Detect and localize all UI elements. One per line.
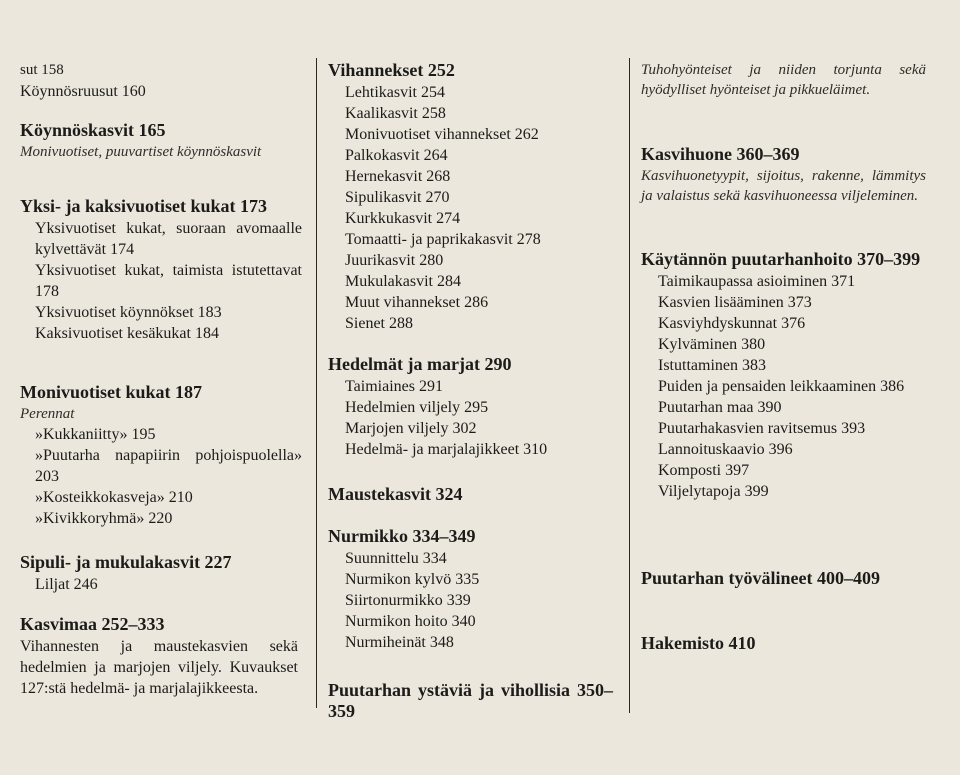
section-hedelmat-ja-marjat bbox=[328, 354, 620, 460]
column-divider bbox=[629, 58, 630, 713]
toc-item: Tomaatti- ja paprikakasvit 278 bbox=[345, 231, 541, 248]
section-kasvimaa bbox=[20, 614, 302, 699]
toc-item: Sienet 288 bbox=[345, 315, 413, 332]
section-heading: Kasvihuone 360–369 bbox=[641, 144, 800, 164]
section-nurmikko bbox=[328, 526, 620, 653]
continued-description bbox=[641, 60, 926, 100]
toc-item: Komposti 397 bbox=[658, 462, 750, 479]
toc-item: Köynnösruusut 160 bbox=[20, 83, 146, 100]
toc-item: Yksivuotiset kukat, taimista istutettavat 178 bbox=[35, 262, 302, 300]
section-description: Perennat bbox=[20, 406, 75, 422]
toc-item: Puutarhakasvien ravitsemus 393 bbox=[658, 420, 866, 437]
section-monivuotiset-kukat bbox=[20, 382, 302, 529]
section-description: Tuhohyönteiset ja niiden torjunta sekä hyödylliset hyönteiset ja pikkueläimet. bbox=[641, 62, 926, 98]
section-kaytannon-puutarhanhoito bbox=[641, 249, 926, 502]
toc-item: Istuttaminen 383 bbox=[658, 357, 766, 374]
section-heading: Puutarhan ystäviä ja vihollisia 350–359 bbox=[328, 680, 613, 721]
continued-entries bbox=[20, 60, 302, 102]
toc-item: Liljat 246 bbox=[35, 576, 98, 593]
toc-item: Kaksivuotiset kesäkukat 184 bbox=[35, 325, 219, 342]
section-vihannekset bbox=[328, 60, 620, 334]
toc-item: Nurmiheinät 348 bbox=[345, 634, 454, 651]
toc-item: Hernekasvit 268 bbox=[345, 168, 451, 185]
toc-item: Kasvien lisääminen 373 bbox=[658, 294, 812, 311]
toc-item: Puutarhan maa 390 bbox=[658, 399, 782, 416]
toc-item: Viljelytapoja 399 bbox=[658, 483, 769, 500]
toc-item: Kaalikasvit 258 bbox=[345, 105, 446, 122]
column-divider bbox=[316, 58, 317, 708]
section-hakemisto bbox=[641, 633, 926, 655]
section-heading: Nurmikko 334–349 bbox=[328, 526, 476, 546]
section-heading: Kasvimaa 252–333 bbox=[20, 614, 165, 634]
toc-item: Kurkkukasvit 274 bbox=[345, 210, 461, 227]
section-sipuli-ja-mukulakasvit bbox=[20, 552, 302, 595]
toc-item: »Kivikkoryhmä» 220 bbox=[35, 510, 173, 527]
section-kasvihuone bbox=[641, 144, 926, 206]
section-heading: Köynnöskasvit 165 bbox=[20, 120, 166, 140]
section-yksi-ja-kaksivuotiset bbox=[20, 196, 302, 344]
toc-item: Taimikaupassa asioiminen 371 bbox=[658, 273, 856, 290]
section-heading: Sipuli- ja mukulakasvit 227 bbox=[20, 552, 232, 572]
section-heading: Puutarhan työvälineet 400–409 bbox=[641, 568, 881, 588]
toc-item: Hedelmä- ja marjalajikkeet 310 bbox=[345, 441, 548, 458]
toc-item: »Puutarha napapiirin pohjoispuolella» 203 bbox=[35, 447, 302, 485]
toc-item: Juurikasvit 280 bbox=[345, 252, 444, 269]
toc-item: Mukulakasvit 284 bbox=[345, 273, 461, 290]
section-heading: Maustekasvit 324 bbox=[328, 484, 463, 504]
section-koynnoskasvit bbox=[20, 120, 302, 162]
section-heading: Hedelmät ja marjat 290 bbox=[328, 354, 512, 374]
toc-item: Hedelmien viljely 295 bbox=[345, 399, 489, 416]
toc-item: sut 158 bbox=[20, 62, 64, 78]
toc-item: Puiden ja pensaiden leikkaaminen 386 bbox=[658, 378, 905, 395]
section-heading: Yksi- ja kaksivuotiset kukat 173 bbox=[20, 196, 268, 216]
section-maustekasvit bbox=[328, 484, 620, 506]
toc-item: Marjojen viljely 302 bbox=[345, 420, 477, 437]
section-description: Vihannesten ja maustekasvien sekä hedelmien ja marjojen viljely. Kuvaukset 127:stä hedelmä- ja marjalajikkeesta. bbox=[20, 638, 298, 697]
toc-item: Kylväminen 380 bbox=[658, 336, 766, 353]
toc-item: Suunnittelu 334 bbox=[345, 550, 447, 567]
toc-item: Muut vihannekset 286 bbox=[345, 294, 489, 311]
section-heading: Hakemisto 410 bbox=[641, 633, 756, 653]
section-description: Monivuotiset, puuvartiset köynnöskasvit bbox=[20, 144, 262, 160]
toc-item: Kasviyhdyskunnat 376 bbox=[658, 315, 806, 332]
section-description: Kasvihuonetyypit, sijoitus, rakenne, lämmitys ja valaistus sekä kasvihuoneessa viljeleminen. bbox=[641, 168, 926, 204]
section-heading: Vihannekset 252 bbox=[328, 60, 455, 80]
section-puutarhan-tyovalineet bbox=[641, 568, 926, 590]
toc-item: Yksivuotiset köynnökset 183 bbox=[35, 304, 222, 321]
section-puutarhan-ystavia bbox=[328, 680, 620, 723]
section-heading: Käytännön puutarhanhoito 370–399 bbox=[641, 249, 921, 269]
toc-item: Taimiaines 291 bbox=[345, 378, 443, 395]
toc-item: Sipulikasvit 270 bbox=[345, 189, 450, 206]
toc-item: Lannoituskaavio 396 bbox=[658, 441, 793, 458]
toc-item: »Kukkaniitty» 195 bbox=[35, 426, 156, 443]
toc-item: »Kosteikkokasveja» 210 bbox=[35, 489, 193, 506]
toc-item: Yksivuotiset kukat, suoraan avomaalle kylvettävät 174 bbox=[35, 220, 302, 258]
toc-item: Palkokasvit 264 bbox=[345, 147, 448, 164]
toc-item: Monivuotiset vihannekset 262 bbox=[345, 126, 539, 143]
toc-item: Nurmikon kylvö 335 bbox=[345, 571, 480, 588]
toc-item: Lehtikasvit 254 bbox=[345, 84, 445, 101]
section-heading: Monivuotiset kukat 187 bbox=[20, 382, 203, 402]
toc-item: Siirtonurmikko 339 bbox=[345, 592, 471, 609]
toc-item: Nurmikon hoito 340 bbox=[345, 613, 476, 630]
